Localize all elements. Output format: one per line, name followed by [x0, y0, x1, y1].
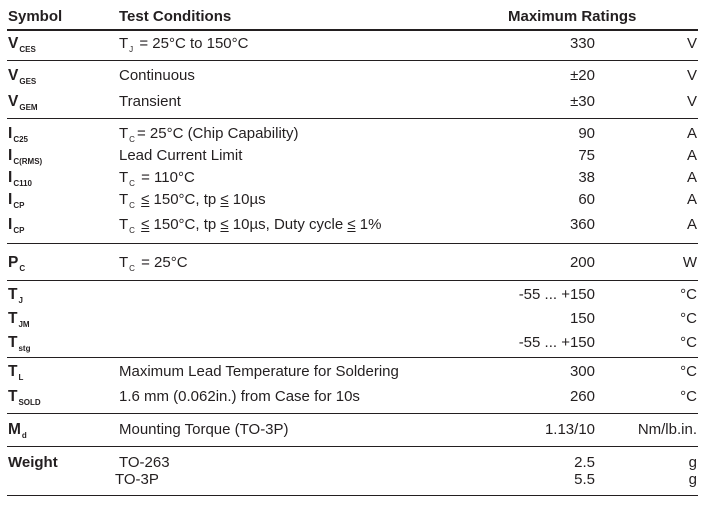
row-icp-pulse: [0, 190, 711, 210]
value-vces: 330: [569, 35, 595, 52]
symbol-icrms: $I_{C(RMS)}$: [8, 147, 43, 166]
value-weight-to263: 2.5: [574, 454, 595, 471]
value-ic25: 90: [578, 125, 595, 142]
unit-vges: V: [686, 67, 697, 84]
unit-tsold: °C: [680, 388, 697, 405]
row-tj: [0, 285, 711, 305]
divider: [7, 357, 698, 358]
unit-tj: °C: [680, 286, 697, 303]
conditions-md: Mounting Torque (TO-3P): [119, 421, 289, 438]
conditions-icp-pulse: $T_C \le 150^\circ C$, tp ≤ 10µs: [119, 191, 266, 210]
unit-pc: W: [682, 254, 697, 271]
value-tj: -55 ... +150: [518, 286, 595, 303]
unit-md: Nm/lb.in.: [637, 421, 697, 438]
symbol-icp-duty: $I_{CP}$: [8, 216, 25, 235]
row-md: [0, 420, 711, 440]
row-icp-duty: [0, 215, 711, 235]
symbol-vgem: $V_{GEM}$: [8, 93, 38, 112]
unit-icp-duty: A: [686, 216, 697, 233]
symbol-tl: $T_L$: [8, 363, 24, 382]
conditions-icp-duty: $T_C \le 150^\circ C$, tp ≤ 10µs, Duty cycle ≤ 1%: [119, 216, 382, 235]
symbol-tjm: $T_{JM}$: [8, 310, 30, 329]
conditions-weight-to3p: TO-3P: [115, 471, 159, 488]
unit-weight-to263: g: [688, 454, 697, 471]
conditions-tsold: 1.6 mm (0.062in.) from Case for 10s: [119, 388, 360, 405]
value-pc: 200: [569, 254, 595, 271]
symbol-ic110: $I_{C110}$: [8, 169, 32, 188]
row-tjm: [0, 309, 711, 329]
value-ic110: 38: [578, 169, 595, 186]
divider: [7, 280, 698, 281]
divider: [7, 413, 698, 414]
symbol-icp-pulse: $I_{CP}$: [8, 191, 25, 210]
unit-ic110: A: [686, 169, 697, 186]
row-ic25: [0, 124, 711, 144]
row-tstg: [0, 333, 711, 353]
value-tsold: 260: [569, 388, 595, 405]
conditions-icrms: Lead Current Limit: [119, 147, 243, 164]
conditions-tl: Maximum Lead Temperature for Soldering: [119, 363, 399, 380]
symbol-weight: Weight: [8, 454, 58, 471]
conditions-pc: $T_C = 25^\circ C$: [119, 254, 188, 273]
symbol-tsold: $T_{SOLD}$: [8, 388, 41, 407]
value-icp-duty: 360: [569, 216, 595, 233]
value-vges: ±20: [570, 67, 595, 84]
unit-tjm: °C: [680, 310, 697, 327]
row-icrms: [0, 146, 711, 166]
divider: [7, 446, 698, 447]
row-ic110: [0, 168, 711, 188]
symbol-ic25: $I_{C25}$: [8, 125, 28, 144]
row-weight-to3p: [0, 470, 711, 490]
unit-vces: V: [686, 35, 697, 52]
row-vgem: [0, 92, 711, 112]
row-tsold: [0, 387, 711, 407]
unit-icrms: A: [686, 147, 697, 164]
conditions-vces: $T_J = 25^\circ C$ to 150°C: [119, 35, 249, 54]
divider: [7, 60, 698, 61]
unit-icp-pulse: A: [686, 191, 697, 208]
row-vces: [0, 34, 711, 54]
unit-weight-to3p: g: [688, 471, 697, 488]
value-tl: 300: [569, 363, 595, 380]
row-tl: [0, 362, 711, 382]
conditions-ic25: $T_C = 25^\circ C$ (Chip Capability): [119, 125, 299, 144]
symbol-vces: $V_{CES}$: [8, 35, 36, 54]
conditions-weight-to263: TO-263: [119, 454, 170, 471]
conditions-vgem: Transient: [119, 93, 181, 110]
symbol-vges: $V_{GES}$: [8, 67, 37, 86]
header-symbol: Symbol: [8, 8, 63, 25]
conditions-vges: Continuous: [119, 67, 195, 84]
header-test-conditions: Test Conditions: [119, 8, 232, 25]
unit-ic25: A: [686, 125, 697, 142]
value-vgem: ±30: [570, 93, 595, 110]
conditions-ic110: $T_C = 110^\circ C$: [119, 169, 195, 188]
value-tjm: 150: [569, 310, 595, 327]
unit-tl: °C: [680, 363, 697, 380]
unit-tstg: °C: [680, 334, 697, 351]
value-weight-to3p: 5.5: [574, 471, 595, 488]
value-md: 1.13/10: [544, 421, 595, 438]
divider: [7, 243, 698, 244]
symbol-pc: $P_C$: [8, 254, 26, 273]
value-icp-pulse: 60: [578, 191, 595, 208]
unit-vgem: V: [686, 93, 697, 110]
header-rule: [7, 29, 698, 31]
value-tstg: -55 ... +150: [518, 334, 595, 351]
symbol-tstg: $T_{stg}$: [8, 334, 31, 353]
row-vges: [0, 66, 711, 86]
value-icrms: 75: [578, 147, 595, 164]
divider: [7, 118, 698, 119]
symbol-tj: $T_J$: [8, 286, 23, 305]
symbol-md: $M_d$: [8, 421, 27, 440]
header-maximum-ratings: Maximum Ratings: [508, 8, 637, 25]
divider: [7, 495, 698, 496]
row-pc: [0, 253, 711, 273]
